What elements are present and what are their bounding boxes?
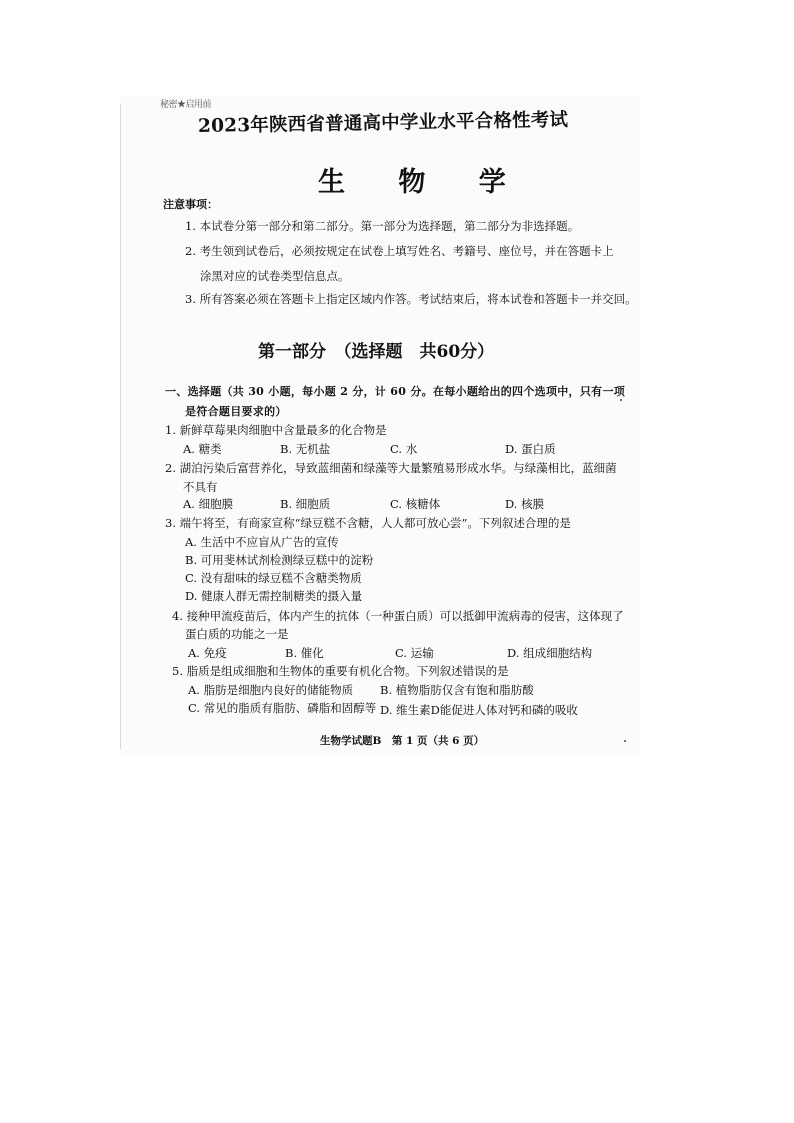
section-instructions: 一、选择题（共 30 小题，每小题 2 分，计 60 分。在每小题给出的四个选项中，只有一项 xyxy=(165,385,626,398)
option-d: D. 蛋白质 xyxy=(505,442,556,456)
option-d: D. 健康人群无需控制糖类的摄入量 xyxy=(185,589,363,603)
exam-title: 2023年陕西省普通高中学业水平合格性考试 xyxy=(197,109,569,137)
speck xyxy=(624,740,626,742)
question-stem: 1. 新鲜草莓果肉细胞中含量最多的化合物是 xyxy=(165,423,387,437)
subject-title: 生 物 学 xyxy=(318,167,528,198)
option-b: B. 细胞质 xyxy=(280,497,331,511)
part-one-title: 第一部分 （选择题 共60分） xyxy=(258,342,495,362)
option-b: B. 植物脂肪仅含有饱和脂肪酸 xyxy=(380,683,534,697)
notice-heading: 注意事项： xyxy=(163,198,218,211)
page-footer: 生物学试题B 第 1 页（共 6 页） xyxy=(320,735,485,747)
option-c: C. 没有甜味的绿豆糕不含糖类物质 xyxy=(185,571,362,585)
question-stem: 3. 端午将至，有商家宣称“绿豆糕不含糖，人人都可放心尝”。下列叙述合理的是 xyxy=(165,516,571,530)
option-b: B. 无机盐 xyxy=(280,442,331,456)
speck xyxy=(620,399,622,401)
option-a: A. 生活中不应盲从广告的宣传 xyxy=(185,535,339,549)
option-a: A. 免疫 xyxy=(188,646,227,660)
scan-left-edge xyxy=(120,104,121,749)
option-a: A. 细胞膜 xyxy=(183,497,234,511)
option-d: D. 维生素D能促进人体对钙和磷的吸收 xyxy=(380,703,578,717)
notice-item-2-cont: 涂黑对应的试卷类型信息点。 xyxy=(200,269,350,283)
option-c: C. 常见的脂质有脂肪、磷脂和固醇等 xyxy=(188,701,377,715)
option-a: A. 糖类 xyxy=(183,442,222,456)
confidential-mark: 秘密★启用前 xyxy=(160,100,212,110)
option-c: C. 核糖体 xyxy=(390,497,441,511)
question-stem: 2. 湖泊污染后富营养化，导致蓝细菌和绿藻等大量繁殖易形成水华。与绿藻相比，蓝细菌 xyxy=(165,461,617,475)
question-stem: 4. 接种甲流疫苗后，体内产生的抗体（一种蛋白质）可以抵御甲流病毒的侵害，这体现了 xyxy=(172,609,624,623)
section-instructions-cont: 是符合题目要求的） xyxy=(185,405,287,418)
option-d: D. 核膜 xyxy=(505,497,545,511)
question-stem-cont: 不具有 xyxy=(183,480,218,494)
option-b: B. 催化 xyxy=(285,646,324,660)
option-c: C. 运输 xyxy=(395,646,434,660)
notice-item-3: 3. 所有答案必须在答题卡上指定区域内作答。考试结束后，将本试卷和答题卡一并交回。 xyxy=(185,292,637,306)
notice-item-2: 2. 考生领到试卷后，必须按规定在试卷上填写姓名、考籍号、座位号，并在答题卡上 xyxy=(185,244,614,258)
notice-item-1: 1. 本试卷分第一部分和第二部分。第一部分为选择题，第二部分为非选择题。 xyxy=(185,219,580,233)
question-stem-cont: 蛋白质的功能之一是 xyxy=(185,627,289,641)
question-stem: 5. 脂质是组成细胞和生物体的重要有机化合物。下列叙述错误的是 xyxy=(172,664,509,678)
option-b: B. 可用斐林试剂检测绿豆糕中的淀粉 xyxy=(185,553,374,567)
option-a: A. 脂肪是细胞内良好的储能物质 xyxy=(188,683,354,697)
option-d: D. 组成细胞结构 xyxy=(507,646,593,660)
option-c: C. 水 xyxy=(390,442,418,456)
